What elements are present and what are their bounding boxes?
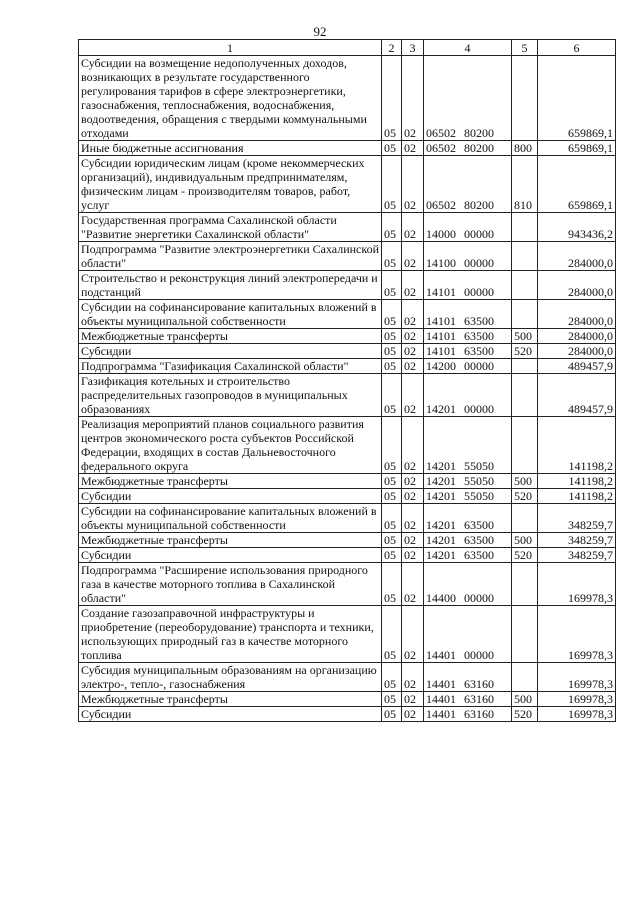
table-row	[79, 359, 616, 374]
target-direction-code: 63500	[464, 548, 494, 562]
row-subsection: 02	[402, 663, 424, 692]
row-expense-type: 520	[512, 489, 538, 504]
row-target-article	[424, 548, 512, 563]
row-amount: 489457,9	[538, 359, 616, 374]
row-section: 05	[382, 606, 402, 663]
row-name: Субсидии	[79, 707, 382, 722]
page-number: 92	[313, 24, 327, 39]
row-target-article	[424, 271, 512, 300]
target-program-code: 14201	[426, 459, 456, 473]
header-col-5: 5	[512, 40, 538, 56]
target-program-code: 06502	[426, 198, 456, 212]
row-section: 05	[382, 663, 402, 692]
row-target-article	[424, 663, 512, 692]
row-subsection: 02	[402, 329, 424, 344]
table-row	[79, 474, 616, 489]
target-direction-code: 63500	[464, 314, 494, 328]
target-program-code: 14101	[426, 285, 456, 299]
table-row	[79, 344, 616, 359]
row-amount: 141198,2	[538, 489, 616, 504]
row-expense-type	[512, 213, 538, 242]
row-expense-type: 500	[512, 474, 538, 489]
row-amount: 284000,0	[538, 242, 616, 271]
row-amount: 169978,3	[538, 707, 616, 722]
row-amount: 659869,1	[538, 141, 616, 156]
row-expense-type	[512, 504, 538, 533]
target-program-code: 14201	[426, 489, 456, 503]
table-row	[79, 663, 616, 692]
row-target-article	[424, 417, 512, 474]
target-direction-code: 00000	[464, 285, 494, 299]
row-subsection: 02	[402, 359, 424, 374]
row-amount: 348259,7	[538, 548, 616, 563]
row-target-article	[424, 707, 512, 722]
target-direction-code: 63500	[464, 329, 494, 343]
target-program-code: 14101	[426, 314, 456, 328]
row-target-article	[424, 141, 512, 156]
row-name: Субсидии	[79, 489, 382, 504]
target-direction-code: 00000	[464, 227, 494, 241]
target-direction-code: 00000	[464, 359, 494, 373]
row-section: 05	[382, 271, 402, 300]
table-row	[79, 300, 616, 329]
row-expense-type	[512, 663, 538, 692]
row-section: 05	[382, 359, 402, 374]
row-subsection: 02	[402, 242, 424, 271]
row-amount: 169978,3	[538, 563, 616, 606]
target-program-code: 14401	[426, 677, 456, 691]
row-section: 05	[382, 329, 402, 344]
row-expense-type	[512, 606, 538, 663]
target-direction-code: 80200	[464, 126, 494, 140]
row-expense-type	[512, 300, 538, 329]
row-target-article	[424, 213, 512, 242]
header-row	[79, 40, 616, 56]
row-subsection: 02	[402, 489, 424, 504]
row-subsection: 02	[402, 417, 424, 474]
row-section: 05	[382, 504, 402, 533]
row-expense-type	[512, 417, 538, 474]
row-subsection: 02	[402, 344, 424, 359]
row-amount: 348259,7	[538, 504, 616, 533]
target-program-code: 14201	[426, 402, 456, 416]
header-col-2: 2	[382, 40, 402, 56]
header-col-6: 6	[538, 40, 616, 56]
target-direction-code: 00000	[464, 402, 494, 416]
table-row	[79, 563, 616, 606]
row-amount: 489457,9	[538, 374, 616, 417]
row-expense-type	[512, 56, 538, 141]
row-expense-type: 520	[512, 344, 538, 359]
target-direction-code: 80200	[464, 141, 494, 155]
table-row	[79, 489, 616, 504]
row-subsection: 02	[402, 504, 424, 533]
row-subsection: 02	[402, 548, 424, 563]
row-name: Государственная программа Сахалинской области "Развитие энергетики Сахалинской области"	[79, 213, 382, 242]
row-section: 05	[382, 707, 402, 722]
row-target-article	[424, 329, 512, 344]
table-row	[79, 329, 616, 344]
row-amount: 659869,1	[538, 156, 616, 213]
target-program-code: 14401	[426, 648, 456, 662]
row-target-article	[424, 300, 512, 329]
row-expense-type: 800	[512, 141, 538, 156]
row-expense-type: 500	[512, 533, 538, 548]
row-amount: 169978,3	[538, 663, 616, 692]
row-expense-type	[512, 563, 538, 606]
target-direction-code: 55050	[464, 459, 494, 473]
row-amount: 284000,0	[538, 344, 616, 359]
row-section: 05	[382, 141, 402, 156]
row-section: 05	[382, 56, 402, 141]
row-subsection: 02	[402, 56, 424, 141]
row-amount: 284000,0	[538, 271, 616, 300]
target-program-code: 14401	[426, 707, 456, 721]
row-name: Межбюджетные трансферты	[79, 329, 382, 344]
row-expense-type	[512, 374, 538, 417]
row-subsection: 02	[402, 374, 424, 417]
row-name: Межбюджетные трансферты	[79, 533, 382, 548]
target-direction-code: 00000	[464, 591, 494, 605]
row-section: 05	[382, 548, 402, 563]
row-name: Субсидии на софинансирование капитальных вложений в объекты муниципальной собственности	[79, 300, 382, 329]
row-subsection: 02	[402, 692, 424, 707]
row-target-article	[424, 242, 512, 271]
row-amount: 169978,3	[538, 606, 616, 663]
target-program-code: 14101	[426, 344, 456, 358]
table-row	[79, 707, 616, 722]
target-program-code: 14200	[426, 359, 456, 373]
table-row	[79, 242, 616, 271]
table-row	[79, 417, 616, 474]
header-col-4: 4	[424, 40, 512, 56]
row-name: Создание газозаправочной инфраструктуры и приобретение (переоборудование) транспорта и техники, использующих природный газ в качестве моторного топлива	[79, 606, 382, 663]
row-section: 05	[382, 156, 402, 213]
row-subsection: 02	[402, 533, 424, 548]
row-target-article	[424, 344, 512, 359]
row-subsection: 02	[402, 707, 424, 722]
header-col-1: 1	[79, 40, 382, 56]
table-row	[79, 548, 616, 563]
row-subsection: 02	[402, 300, 424, 329]
row-target-article	[424, 474, 512, 489]
row-section: 05	[382, 563, 402, 606]
target-direction-code: 55050	[464, 474, 494, 488]
target-program-code: 14101	[426, 329, 456, 343]
row-name: Субсидия муниципальным образованиям на организацию электро-, тепло-, газоснабжения	[79, 663, 382, 692]
row-amount: 169978,3	[538, 692, 616, 707]
row-name: Субсидии	[79, 344, 382, 359]
target-direction-code: 63160	[464, 692, 494, 706]
row-amount: 284000,0	[538, 300, 616, 329]
row-target-article	[424, 504, 512, 533]
table-row	[79, 141, 616, 156]
table-row	[79, 56, 616, 141]
target-program-code: 14000	[426, 227, 456, 241]
row-name: Межбюджетные трансферты	[79, 474, 382, 489]
target-direction-code: 63500	[464, 518, 494, 532]
row-amount: 659869,1	[538, 56, 616, 141]
table-row	[79, 374, 616, 417]
target-program-code: 06502	[426, 141, 456, 155]
row-name: Подпрограмма "Расширение использования природного газа в качестве моторного топлива в Сахалинской области"	[79, 563, 382, 606]
row-expense-type: 520	[512, 707, 538, 722]
budget-table	[78, 39, 616, 722]
row-name: Субсидии на софинансирование капитальных вложений в объекты муниципальной собственности	[79, 504, 382, 533]
target-direction-code: 55050	[464, 489, 494, 503]
table-row	[79, 156, 616, 213]
row-target-article	[424, 563, 512, 606]
row-section: 05	[382, 300, 402, 329]
row-target-article	[424, 359, 512, 374]
target-program-code: 14201	[426, 518, 456, 532]
target-program-code: 14400	[426, 591, 456, 605]
target-direction-code: 00000	[464, 648, 494, 662]
row-subsection: 02	[402, 474, 424, 489]
target-direction-code: 80200	[464, 198, 494, 212]
target-program-code: 14201	[426, 533, 456, 547]
row-target-article	[424, 489, 512, 504]
row-name: Субсидии юридическим лицам (кроме некоммерческих организаций), индивидуальным предпринимателям, физическим лицам - производителям товаров, работ, услуг	[79, 156, 382, 213]
row-expense-type: 500	[512, 692, 538, 707]
row-name: Газификация котельных и строительство распределительных газопроводов в муниципальных образованиях	[79, 374, 382, 417]
target-program-code: 06502	[426, 126, 456, 140]
row-subsection: 02	[402, 606, 424, 663]
row-target-article	[424, 56, 512, 141]
row-section: 05	[382, 533, 402, 548]
target-program-code: 14100	[426, 256, 456, 270]
row-expense-type	[512, 271, 538, 300]
row-amount: 141198,2	[538, 474, 616, 489]
target-direction-code: 63500	[464, 344, 494, 358]
table-row	[79, 692, 616, 707]
row-expense-type	[512, 242, 538, 271]
row-expense-type	[512, 359, 538, 374]
target-direction-code: 00000	[464, 256, 494, 270]
row-section: 05	[382, 417, 402, 474]
row-target-article	[424, 606, 512, 663]
row-target-article	[424, 692, 512, 707]
row-expense-type: 810	[512, 156, 538, 213]
table-row	[79, 271, 616, 300]
row-subsection: 02	[402, 141, 424, 156]
table-row	[79, 504, 616, 533]
row-name: Субсидии	[79, 548, 382, 563]
row-target-article	[424, 374, 512, 417]
row-subsection: 02	[402, 271, 424, 300]
row-name: Подпрограмма "Развитие электроэнергетики Сахалинской области"	[79, 242, 382, 271]
row-section: 05	[382, 344, 402, 359]
row-section: 05	[382, 474, 402, 489]
table-row	[79, 213, 616, 242]
row-name: Подпрограмма "Газификация Сахалинской области"	[79, 359, 382, 374]
target-program-code: 14201	[426, 548, 456, 562]
row-section: 05	[382, 692, 402, 707]
row-section: 05	[382, 374, 402, 417]
target-direction-code: 63160	[464, 707, 494, 721]
row-name: Иные бюджетные ассигнования	[79, 141, 382, 156]
row-expense-type: 520	[512, 548, 538, 563]
target-program-code: 14401	[426, 692, 456, 706]
row-subsection: 02	[402, 213, 424, 242]
row-section: 05	[382, 242, 402, 271]
row-amount: 348259,7	[538, 533, 616, 548]
row-section: 05	[382, 489, 402, 504]
row-section: 05	[382, 213, 402, 242]
target-direction-code: 63160	[464, 677, 494, 691]
row-target-article	[424, 156, 512, 213]
row-name: Строительство и реконструкция линий электропередачи и подстанций	[79, 271, 382, 300]
row-amount: 141198,2	[538, 417, 616, 474]
row-expense-type: 500	[512, 329, 538, 344]
row-name: Реализация мероприятий планов социального развития центров экономического роста субъектов Российской Федерации, входящих в состав Дальневосточного федерального округа	[79, 417, 382, 474]
row-name: Межбюджетные трансферты	[79, 692, 382, 707]
row-amount: 284000,0	[538, 329, 616, 344]
row-target-article	[424, 533, 512, 548]
header-col-3: 3	[402, 40, 424, 56]
row-subsection: 02	[402, 563, 424, 606]
row-subsection: 02	[402, 156, 424, 213]
table-row	[79, 606, 616, 663]
target-direction-code: 63500	[464, 533, 494, 547]
row-amount: 943436,2	[538, 213, 616, 242]
target-program-code: 14201	[426, 474, 456, 488]
row-name: Субсидии на возмещение недополученных доходов, возникающих в результате государственного регулирования тарифов в сфере электроэнергетики, газоснабжения, теплоснабжения, водоснабжения, водоотведения, обращения с твердыми коммунальными отходами	[79, 56, 382, 141]
table-row	[79, 533, 616, 548]
